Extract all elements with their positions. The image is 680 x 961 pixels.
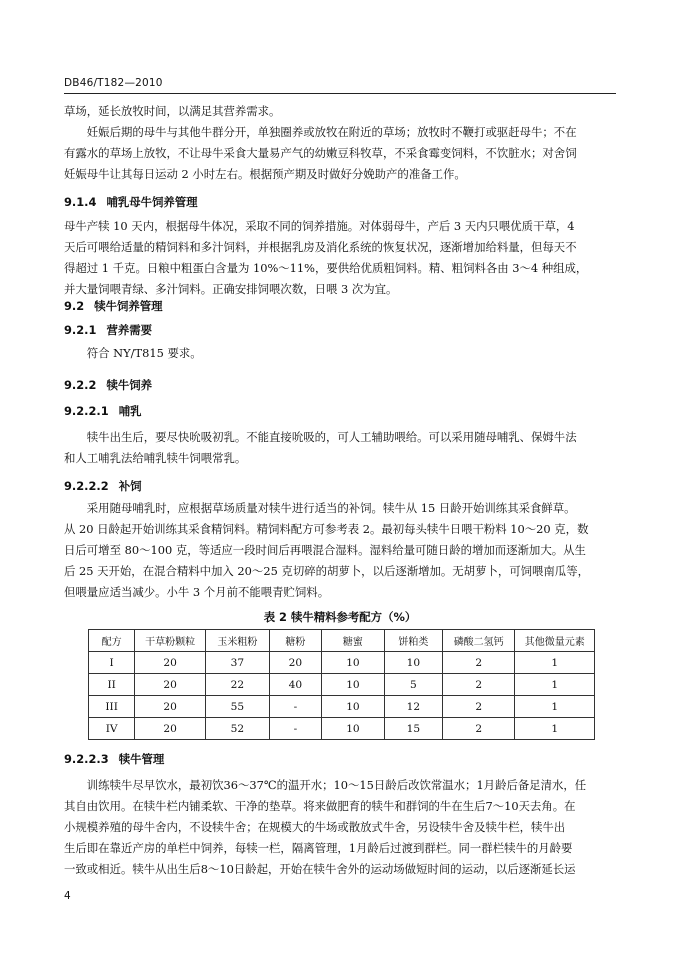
section-number: 9.2.2.2: [64, 479, 109, 493]
table-cell: 20: [135, 718, 206, 740]
column-header: 玉米粗粉: [205, 630, 269, 652]
column-header: 磷酸二氢钙: [442, 630, 515, 652]
table-cell: 15: [384, 718, 442, 740]
section-number: 9.1.4: [64, 195, 97, 209]
paragraph-line: 并大量饲喂青绿、多汁饲料。正确安排饲喂次数，日喂 3 次为宜。: [64, 282, 398, 296]
table-cell: 12: [384, 696, 442, 718]
section-title: 犊牛管理: [118, 752, 165, 766]
paragraph-line: 生后即在靠近产房的单栏中饲养，每犊一栏，隔离管理，1月龄后过渡到群栏。同一群栏犊牛的月龄要: [64, 841, 573, 855]
paragraph-line: 妊娠母牛让其每日运动 2 小时左右。根据预产期及时做好分娩助产的准备工作。: [64, 167, 466, 181]
table-cell: 2: [442, 718, 515, 740]
table-cell: 20: [269, 652, 321, 674]
table-cell: -: [269, 718, 321, 740]
section-heading-9-2-2-1: [64, 403, 141, 419]
paragraph-line: 天后可喂给适量的精饲料和多汁饲料，并根据乳房及消化系统的恢复状况，逐渐增加给料量，但每天不: [64, 240, 577, 254]
table-cell: 2: [442, 674, 515, 696]
column-header: 糖蜜: [321, 630, 384, 652]
section-title: 犊牛饲养管理: [94, 299, 163, 313]
table-row: [89, 674, 595, 696]
paragraph-line: 从 20 日龄起开始训练其采食精饲料。精饲料配方可参考表 2。最初每头犊牛日喂干粉料 10～20 克，数: [64, 522, 589, 536]
paragraph-line: 但喂量应适当减少。小牛 3 个月前不能喂青贮饲料。: [64, 585, 330, 599]
document-code: DB46/T182—2010: [64, 77, 163, 89]
paragraph-line: 日后可增至 80～100 克，等适应一段时间后再喂混合湿料。湿料给量可随日龄的增加而逐渐加大。从生: [64, 543, 586, 557]
paragraph-line: 和人工哺乳法给哺乳犊牛饲喂常乳。: [64, 451, 247, 465]
table-row: [89, 696, 595, 718]
column-header: 糖粉: [269, 630, 321, 652]
table-cell: III: [89, 696, 135, 718]
table-row: [89, 718, 595, 740]
section-heading-9-1-4: [64, 194, 198, 210]
table-cell: 52: [205, 718, 269, 740]
feed-formula-table: [88, 629, 595, 740]
column-header: 其他微量元素: [515, 630, 595, 652]
paragraph-line: 一致或相近。犊牛从出生后8～10日龄起，开始在犊牛舍外的运动场做短时间的运动，以后逐渐延长运: [64, 862, 576, 876]
table-cell: 10: [384, 652, 442, 674]
table-cell: 5: [384, 674, 442, 696]
page-number: 4: [64, 890, 71, 902]
table-cell: 10: [321, 652, 384, 674]
section-number: 9.2.2.1: [64, 404, 109, 418]
table-cell: IV: [89, 718, 135, 740]
section-title: 营养需要: [106, 323, 153, 337]
section-number: 9.2.2: [64, 378, 97, 392]
table-caption: 表 2 犊牛精料参考配方（%）: [263, 610, 417, 624]
section-heading-9-2-2-3: [64, 751, 164, 767]
paragraph-line: 小规模养殖的母牛舍内，不设犊牛舍；在规模大的牛场或散放式牛舍，另设犊牛舍及犊牛栏，犊牛出: [64, 820, 566, 834]
table-cell: 1: [515, 674, 595, 696]
paragraph-line: 后 25 天开始，在混合精料中加入 20～25 克切碎的胡萝卜，以后逐渐增加。无胡萝卜，可饲喂南瓜等，: [64, 564, 589, 578]
table-cell: 10: [321, 674, 384, 696]
paragraph-line: 采用随母哺乳时，应根据草场质量对犊牛进行适当的补饲。犊牛从 15 日龄开始训练其采食鲜草。: [64, 501, 576, 515]
section-heading-9-2: [64, 298, 163, 314]
table-cell: 10: [321, 696, 384, 718]
paragraph-line: 训练犊牛尽早饮水，最初饮36～37℃的温开水；10～15日龄后改饮常温水；1月龄后备足清水，任: [64, 778, 587, 792]
paragraph-line: 有露水的草场上放牧，不让母牛采食大量易产气的幼嫩豆科牧草，不采食霉变饲料，不饮脏水；对舍饲: [64, 146, 577, 160]
header-rule: [64, 93, 616, 94]
paragraph-line: 犊牛出生后，要尽快吮吸初乳。不能直接吮吸的，可人工辅助喂给。可以采用随母哺乳、保姆牛法: [64, 430, 577, 444]
column-header: 配方: [89, 630, 135, 652]
section-number: 9.2: [64, 299, 85, 313]
table-cell: 22: [205, 674, 269, 696]
table-header-row: [89, 630, 595, 652]
paragraph-line: 母牛产犊 10 天内，根据母牛体况，采取不同的饲养措施。对体弱母牛，产后 3 天内只喂优质干草，4: [64, 219, 575, 233]
section-heading-9-2-2: [64, 377, 152, 393]
table-cell: 1: [515, 718, 595, 740]
section-title: 补饲: [118, 479, 142, 493]
table-cell: 2: [442, 652, 515, 674]
paragraph-line: 其自由饮用。在犊牛栏内铺柔软、干净的垫草。将来做肥育的犊牛和群饲的牛在生后7～10天去角。在: [64, 799, 576, 813]
paragraph-line: 符合 NY/T815 要求。: [64, 346, 202, 360]
table-cell: 1: [515, 652, 595, 674]
section-heading-9-2-1: [64, 322, 152, 338]
table-cell: 55: [205, 696, 269, 718]
section-heading-9-2-2-2: [64, 478, 141, 494]
section-title: 哺乳母牛饲养管理: [106, 195, 198, 209]
section-title: 犊牛饲养: [106, 378, 153, 392]
table-cell: 20: [135, 652, 206, 674]
table-cell: 10: [321, 718, 384, 740]
table-cell: -: [269, 696, 321, 718]
table-cell: 40: [269, 674, 321, 696]
paragraph-line: 妊娠后期的母牛与其他牛群分开，单独圈养或放牧在附近的草场；放牧时不鞭打或驱赶母牛；不在: [64, 125, 577, 139]
table-cell: 20: [135, 674, 206, 696]
table-cell: 2: [442, 696, 515, 718]
table-cell: 1: [515, 696, 595, 718]
section-title: 哺乳: [118, 404, 142, 418]
table-cell: I: [89, 652, 135, 674]
section-number: 9.2.1: [64, 323, 97, 337]
table-cell: 20: [135, 696, 206, 718]
table-row: [89, 652, 595, 674]
column-header: 干草粉颗粒: [135, 630, 206, 652]
column-header: 饼粕类: [384, 630, 442, 652]
table-cell: II: [89, 674, 135, 696]
section-number: 9.2.2.3: [64, 752, 109, 766]
paragraph-line: 得超过 1 千克。日粮中粗蛋白含量为 10%～11%，要供给优质粗饲料。精、粗饲料各由 3～4 种组成，: [64, 261, 588, 275]
paragraph-line: 草场，延长放牧时间，以满足其营养需求。: [64, 104, 281, 118]
table-cell: 37: [205, 652, 269, 674]
